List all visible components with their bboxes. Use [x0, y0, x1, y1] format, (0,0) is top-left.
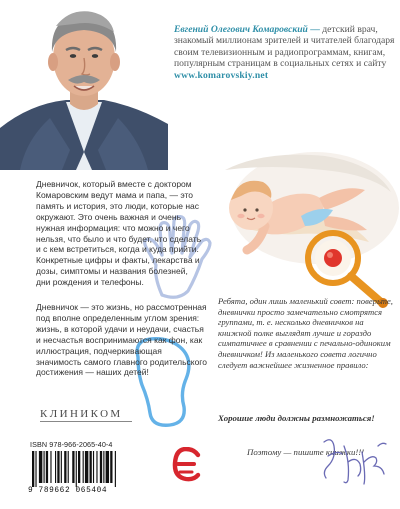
barcode-bar: [85, 451, 88, 483]
author-signature: [318, 432, 390, 486]
barcode-bar: [50, 451, 51, 483]
barcode-bar: [68, 451, 69, 483]
barcode-bar: [100, 451, 102, 483]
author-website: www.komarovskiy.net: [174, 69, 269, 81]
barcode-bar: [32, 451, 34, 487]
barcode-bar: [90, 451, 92, 483]
barcode: [30, 451, 166, 487]
description-paragraph-1: Дневничок, который вместе с доктором Комаровским ведут мама и папа, — это память и история, это люди, которые нас окружают. Это очень важная и очень нужная информация: что можно и чего нельзя, что было и что будет, что сделать и с кем встретиться, когда и куда прийти. Конкретные цифры и факты, лекарства и дозы, симптомы и названия болезней, дни рождения и телефоны.: [36, 179, 202, 288]
barcode-bar: [72, 451, 74, 483]
barcode-bar: [44, 451, 45, 483]
author-photo: [0, 0, 168, 170]
publisher-name: КЛИНИКОМ: [40, 408, 123, 420]
description-paragraph-2: Дневничок — это жизнь, но рассмотренная под вполне определенным углом зрения: жизнь, в которой удачи и неудачи, счастья и несчастья воспринимаются как фон, как иллюстрация, подчеркивающая значимость самого главного родительского достижения — наших детей!: [36, 302, 207, 378]
barcode-bar: [35, 451, 36, 487]
barcode-bar: [78, 451, 80, 483]
author-name: Евгений Олегович Комаровский: [174, 24, 308, 35]
barcode-bar: [55, 451, 56, 483]
barcode-bar: [39, 451, 42, 483]
barcode-bar: [61, 451, 62, 483]
barcode-bar: [83, 451, 84, 483]
baby-rattle-illustration: [205, 146, 400, 308]
advice-closing: Поэтому — пишите книжки!!!: [247, 447, 365, 457]
barcode-bar: [103, 451, 104, 483]
eksmo-logo: [172, 447, 202, 483]
barcode-bar: [76, 451, 77, 487]
barcode-bar: [64, 451, 66, 483]
advice-motto: Хорошие люди должны размножаться!: [218, 413, 375, 423]
author-description: детский врач, знакомый миллионам зрителей и читателей благодаря своим телевизионным и радиопрограммам, книгам, популярным страницам в социальных сетях и сайту: [174, 24, 395, 70]
barcode-bar: [96, 451, 97, 483]
author-dash: —: [307, 24, 320, 35]
barcode-bar: [46, 451, 48, 483]
barcode-bar: [106, 451, 109, 483]
barcode-bar: [115, 451, 116, 487]
barcode-bar: [110, 451, 112, 483]
barcode-digits: 9 789662 065404: [28, 487, 108, 495]
barcode-bar: [57, 451, 59, 483]
barcode-bar: [93, 451, 94, 483]
advice-text: Ребята, один лишь маленький совет: поверьте, дневнички просто замечательно смотрятся группами, т. е. несколько дневничков на книжной полке выглядят лучше и гораздо симпатичнее в сравнении с печально-одиноким дневничком! Из маленького совета логично следует важнейшее жизненное правило:: [218, 296, 393, 370]
isbn-label: ISBN 978-966-2065-40-4: [30, 440, 113, 449]
author-bio: [174, 24, 396, 81]
publisher-rule: [40, 421, 132, 422]
